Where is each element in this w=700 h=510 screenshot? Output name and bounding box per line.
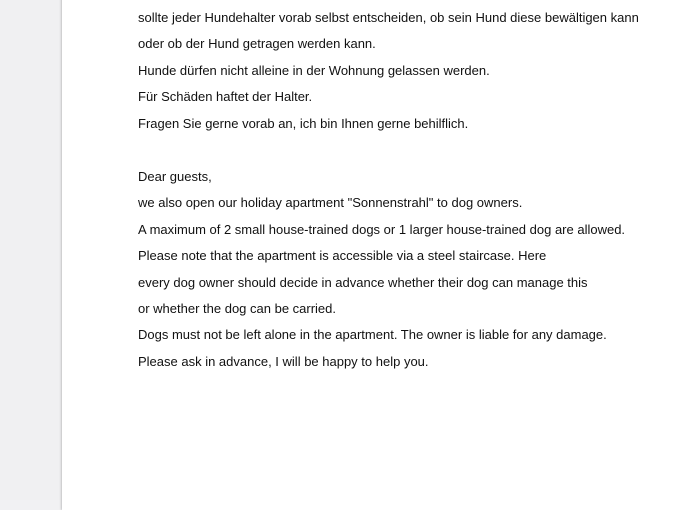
text-line: oder ob der Hund getragen werden kann.: [138, 36, 376, 52]
text-line: Fragen Sie gerne vorab an, ich bin Ihnen gerne behilflich.: [138, 115, 469, 131]
greeting-line: Dear guests,: [138, 169, 212, 184]
german-text-section: [138, 5, 639, 137]
text-line: Dogs must not be left alone in the apartment. The owner is liable for any damage.: [138, 327, 607, 343]
text-line: sollte jeder Hundehalter vorab selbst entscheiden, ob sein Hund diese bewältigen kann: [138, 10, 639, 25]
text-line: Für Schäden haftet der Halter.: [138, 89, 313, 105]
text-line: we also open our holiday apartment "Sonnenstrahl" to dog owners.: [138, 195, 523, 211]
workspace-background: [0, 0, 62, 500]
text-line: every dog owner should decide in advance whether their dog can manage this: [138, 274, 588, 290]
text-line: Please note that the apartment is accessible via a steel staircase. Here: [138, 248, 547, 264]
text-line: Hunde dürfen nicht alleine in der Wohnung gelassen werden.: [138, 62, 490, 78]
text-line: A maximum of 2 small house-trained dogs or 1 larger house-trained dog are allowed.: [138, 221, 626, 237]
document-page[interactable]: [62, 0, 700, 510]
text-line: Please ask in advance, I will be happy to help you.: [138, 353, 429, 369]
english-text-section: [138, 164, 625, 375]
text-line: or whether the dog can be carried.: [138, 300, 337, 316]
